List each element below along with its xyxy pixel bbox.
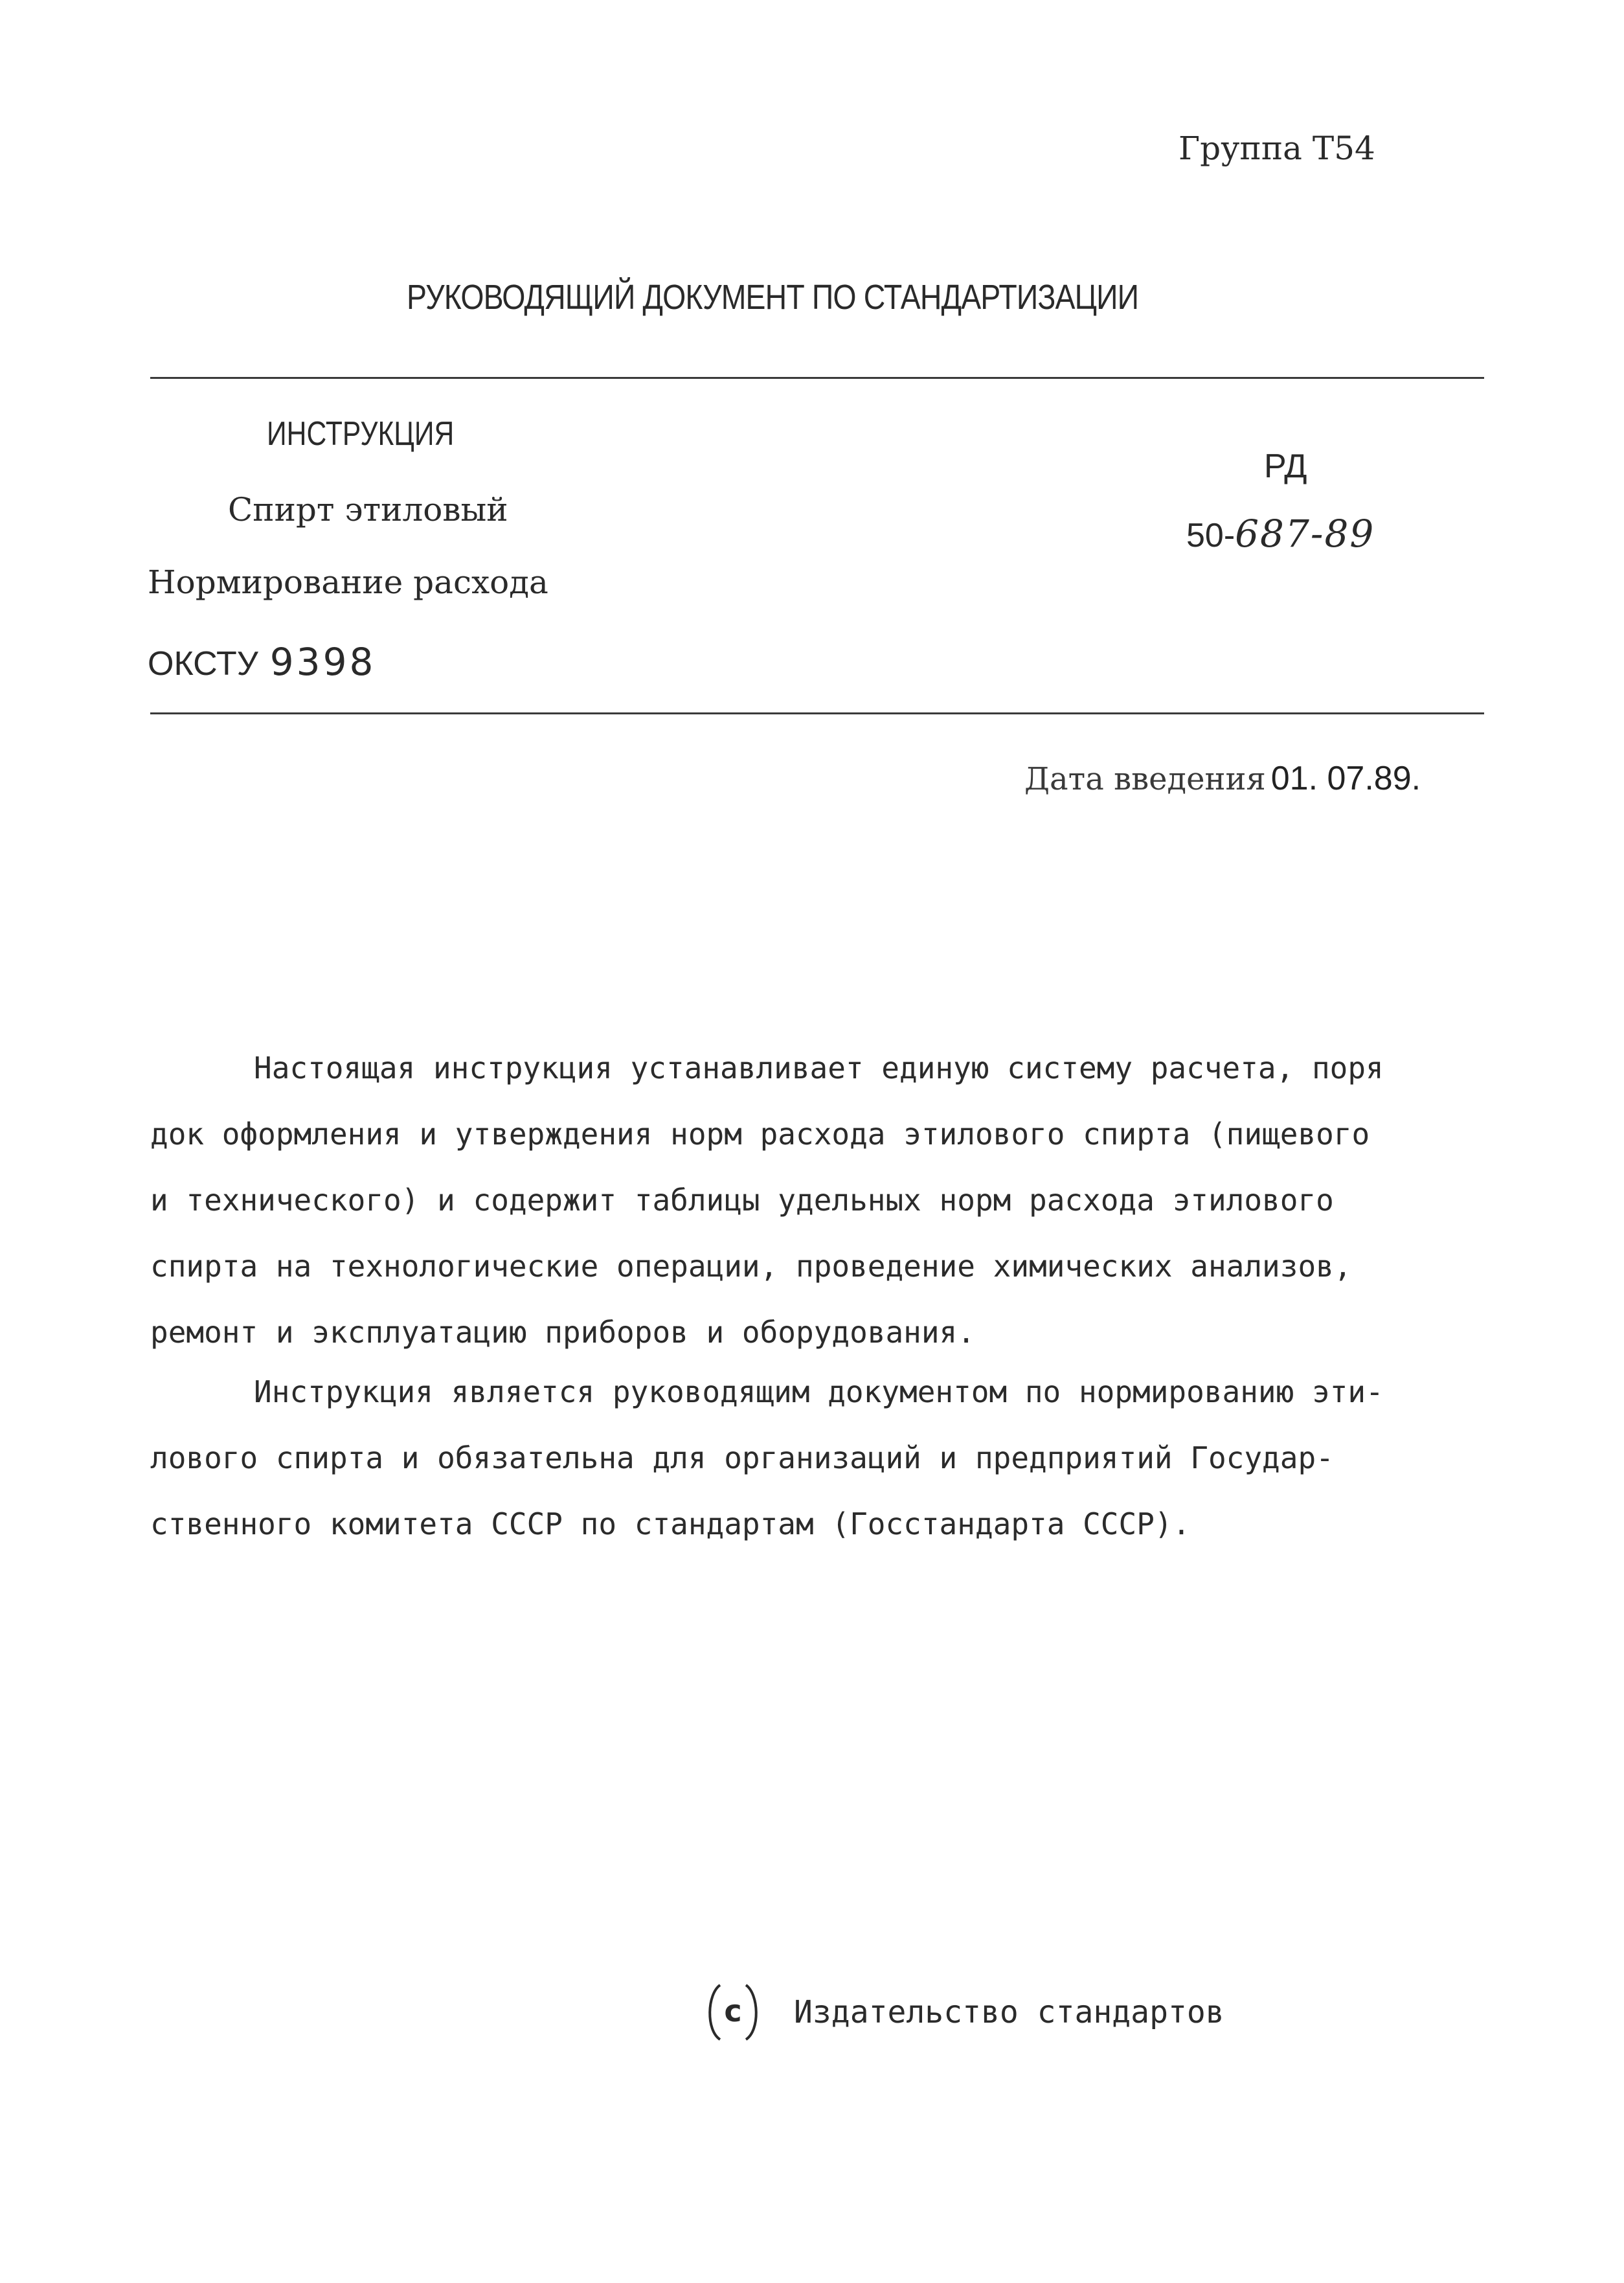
paragraph-scope xyxy=(150,1035,1504,1365)
introduction-date xyxy=(1024,759,1421,798)
publisher-name: Издательство стандартов xyxy=(794,1994,1224,2030)
oksty-label: ОКСТУ xyxy=(148,645,258,683)
oksty-value: 9398 xyxy=(269,640,376,684)
designation-number xyxy=(1186,512,1375,556)
text-line: Настоящая инструкция устанавливает единую систему расчета, поря xyxy=(254,1051,1384,1085)
group-label: Группа Т54 xyxy=(1179,130,1375,167)
instruction-subtitle: Нормирование расхода xyxy=(148,563,548,601)
designation-prefix: 50- xyxy=(1186,517,1235,554)
publisher-footer xyxy=(701,1977,1224,2048)
introduction-date-value: 01. 07.89. xyxy=(1270,760,1421,797)
instruction-title: ИНСТРУКЦИЯ xyxy=(267,415,455,453)
text-line: ремонт и эксплуатацию приборов и оборудования. xyxy=(150,1315,975,1350)
text-line: ственного комитета СССР по стандартам (Госстандарта СССР). xyxy=(150,1506,1191,1541)
text-line: и технического) и содержит таблицы удельных норм расхода этилового xyxy=(150,1183,1334,1218)
text-line: спирта на технологические операции, проведение химических анализов, xyxy=(150,1249,1352,1284)
oksty-code xyxy=(148,640,376,684)
document-type-heading: РУКОВОДЯЩИЙ ДОКУМЕНТ ПО СТАНДАРТИЗАЦИИ xyxy=(407,278,1139,317)
paragraph-status xyxy=(150,1359,1504,1557)
introduction-date-label: Дата введения xyxy=(1024,761,1266,797)
top-divider xyxy=(150,377,1484,379)
text-line: док оформления и утверждения норм расхода этилового спирта (пищевого xyxy=(150,1117,1370,1152)
text-line: Инструкция является руководящим документом по нормированию эти- xyxy=(254,1374,1384,1409)
svg-text:c: c xyxy=(724,1993,742,2028)
instruction-name: Спирт этиловый xyxy=(228,491,508,528)
text-line: лового спирта и обязательна для организаций и предприятий Государ- xyxy=(150,1440,1334,1475)
copyright-icon xyxy=(701,1980,765,2045)
bottom-divider xyxy=(150,712,1484,714)
designation-label: РД xyxy=(1264,448,1307,485)
designation-handwritten-number: 687-89 xyxy=(1235,512,1375,556)
